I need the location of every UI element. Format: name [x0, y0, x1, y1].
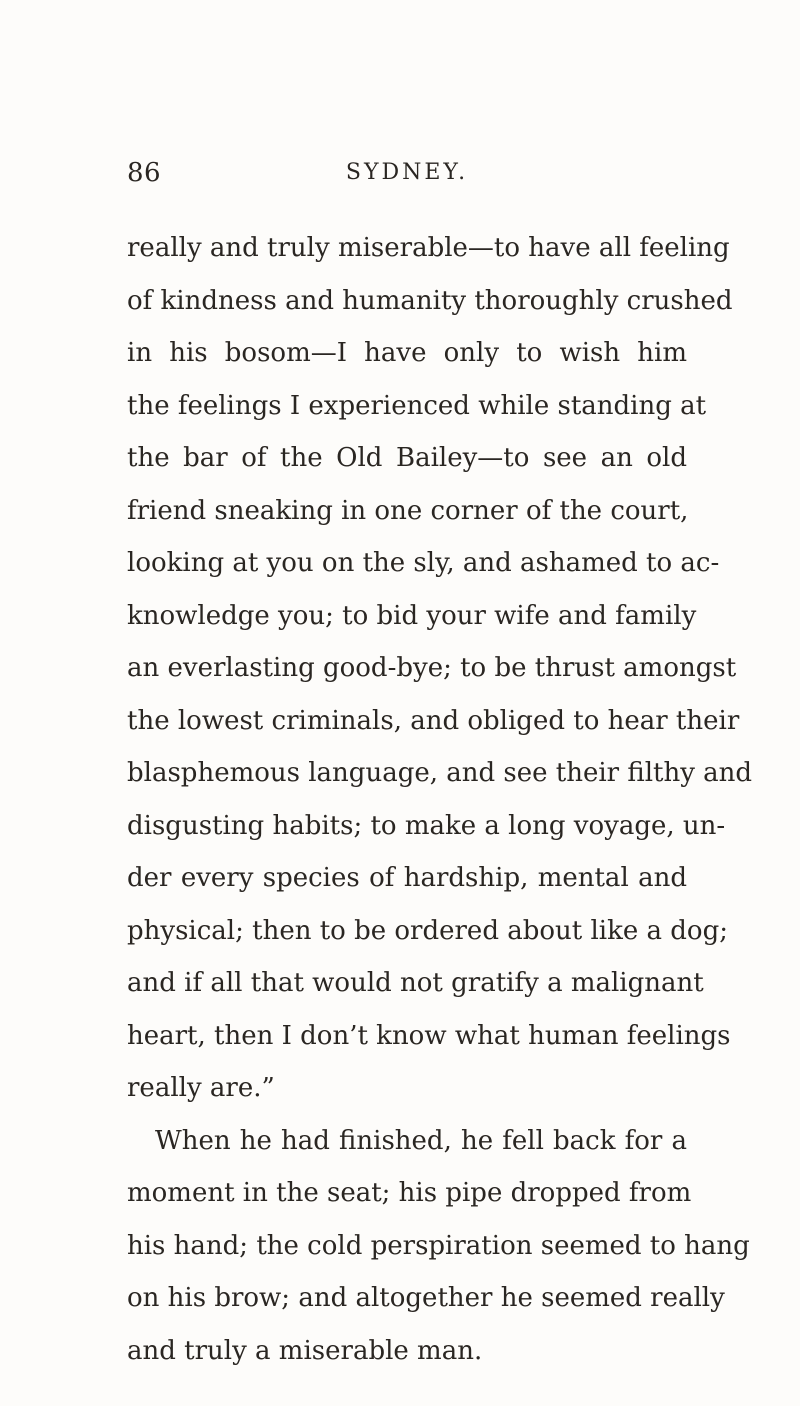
page-number: 86	[127, 158, 162, 188]
text-line: the feelings I experienced while standing at	[127, 390, 707, 421]
text-line: an everlasting good-bye; to be thrust amongst	[127, 653, 737, 683]
text-line: moment in the seat; his pipe dropped from	[127, 1178, 692, 1208]
text-line: knowledge you; to bid your wife and family	[127, 600, 697, 631]
text-line: looking at you on the sly, and ashamed to ac-	[127, 548, 720, 578]
text-line: physical; then to be ordered about like a dog;	[127, 915, 728, 946]
text-line: disgusting habits; to make a long voyage, un-	[127, 810, 726, 841]
text-line: on his brow; and altogether he seemed really	[127, 1283, 725, 1313]
page-header	[127, 158, 687, 198]
paragraph-end-line: and truly a miserable man.	[127, 1335, 483, 1366]
running-head: SYDNEY.	[345, 160, 469, 185]
text-line: blasphemous language, and see their filthy and	[127, 758, 753, 788]
text-line: his hand; the cold perspiration seemed to hang	[127, 1230, 750, 1261]
text-line: and if all that would not gratify a malignant	[127, 968, 704, 998]
text-line: der every species of hardship, mental and	[127, 863, 687, 893]
body-text	[127, 222, 753, 1377]
paragraph-end-line: really are.”	[127, 1073, 275, 1103]
text-line: in his bosom—I have only to wish him	[127, 338, 687, 368]
text-line: really and truly miserable—to have all feeling	[127, 233, 730, 263]
text-line: heart, then I don’t know what human feelings	[127, 1020, 731, 1051]
paragraph-start-line: When he had finished, he fell back for a	[155, 1125, 687, 1156]
text-line: friend sneaking in one corner of the court,	[127, 495, 689, 526]
text-line: of kindness and humanity thoroughly crushed	[127, 285, 733, 316]
text-line: the lowest criminals, and obliged to hear their	[127, 705, 740, 736]
text-line: the bar of the Old Bailey—to see an old	[127, 443, 687, 473]
